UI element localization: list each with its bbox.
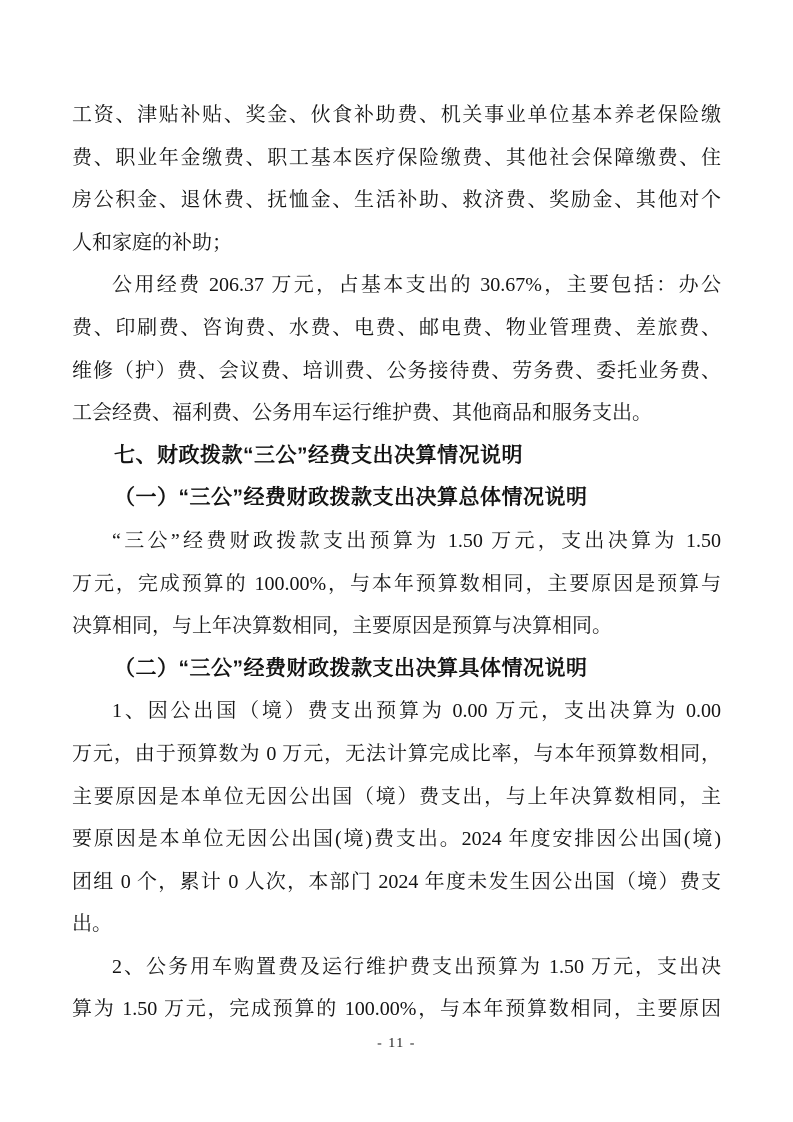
paragraph-line: “三公”经费财政拨款支出预算为 1.50 万元，支出决算为 1.50 bbox=[112, 529, 721, 552]
paragraph-line: 主要原因是本单位无因公出国（境）费支出，与上年决算数相同，主 bbox=[72, 785, 721, 808]
heading-subsection-1: （一）“三公”经费财政拨款支出决算总体情况说明 bbox=[114, 486, 588, 510]
paragraph-line: 费、职业年金缴费、职工基本医疗保险缴费、其他社会保障缴费、住 bbox=[72, 146, 721, 169]
paragraph-line: 2、公务用车购置费及运行维护费支出预算为 1.50 万元，支出决 bbox=[112, 955, 721, 978]
paragraph-line: 工会经费、福利费、公务用车运行维护费、其他商品和服务支出。 bbox=[72, 402, 652, 425]
paragraph-line: 万元，完成预算的 100.00%，与本年预算数相同，主要原因是预算与 bbox=[72, 572, 721, 595]
paragraph-line: 出。 bbox=[72, 913, 112, 936]
paragraph-line: 费、印刷费、咨询费、水费、电费、邮电费、物业管理费、差旅费、 bbox=[72, 316, 721, 339]
document-body bbox=[72, 94, 721, 1031]
paragraph-line: 人和家庭的补助； bbox=[72, 231, 232, 254]
page-number: - 11 - bbox=[377, 1036, 416, 1051]
heading-subsection-2: （二）“三公”经费财政拨款支出决算具体情况说明 bbox=[114, 656, 588, 680]
paragraph-line: 1、因公出国（境）费支出预算为 0.00 万元，支出决算为 0.00 bbox=[112, 700, 721, 723]
paragraph-line: 要原因是本单位无因公出国(境)费支出。2024 年度安排因公出国(境) bbox=[72, 828, 721, 851]
paragraph-line: 维修（护）费、会议费、培训费、公务接待费、劳务费、委托业务费、 bbox=[72, 359, 721, 382]
paragraph-line: 算为 1.50 万元，完成预算的 100.00%，与本年预算数相同，主要原因 bbox=[72, 998, 721, 1021]
heading-section-7: 七、财政拨款“三公”经费支出决算情况说明 bbox=[114, 443, 523, 467]
paragraph-line: 决算相同，与上年决算数相同，主要原因是预算与决算相同。 bbox=[72, 615, 612, 638]
paragraph-line: 工资、津贴补贴、奖金、伙食补助费、机关事业单位基本养老保险缴 bbox=[72, 104, 721, 126]
paragraph-line: 公用经费 206.37 万元，占基本支出的 30.67%，主要包括：办公 bbox=[112, 274, 721, 297]
paragraph-line: 万元，由于预算数为 0 万元，无法计算完成比率，与本年预算数相同， bbox=[72, 742, 721, 765]
paragraph-line: 房公积金、退休费、抚恤金、生活补助、救济费、奖励金、其他对个 bbox=[72, 189, 721, 212]
paragraph-line: 团组 0 个，累计 0 人次，本部门 2024 年度未发生因公出国（境）费支 bbox=[72, 870, 721, 893]
